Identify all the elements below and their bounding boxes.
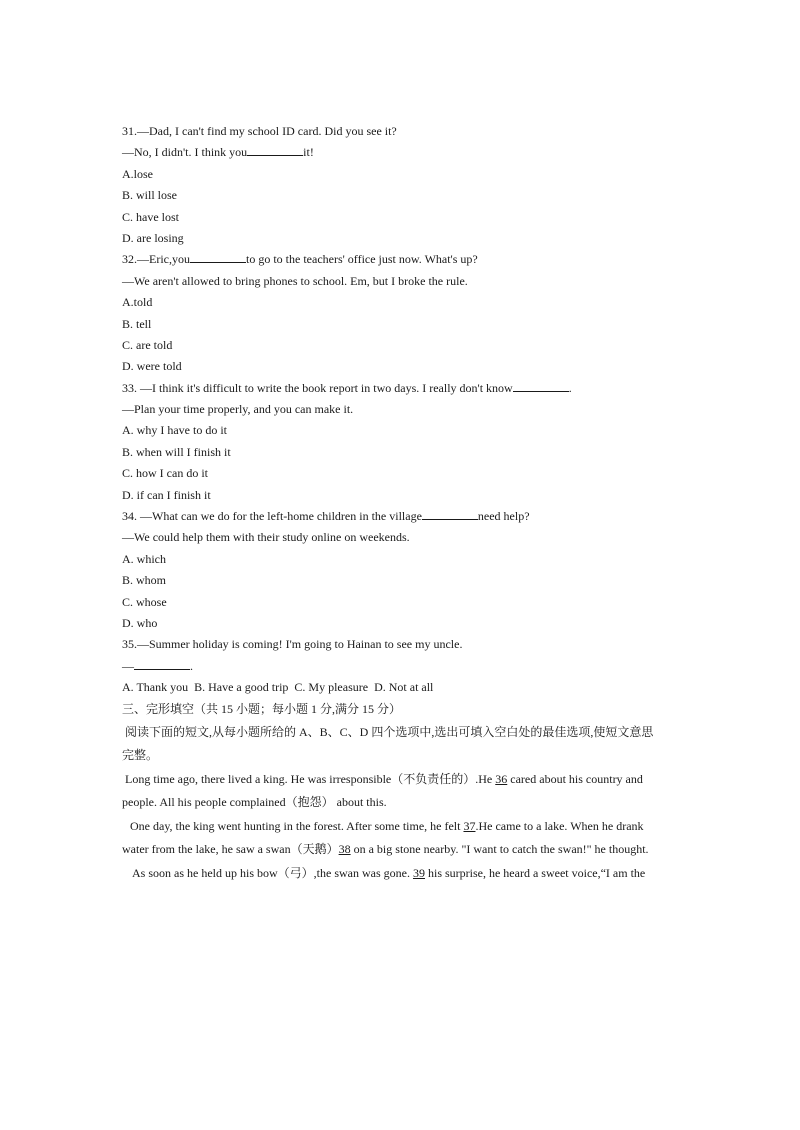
question-31-reply: [122, 142, 682, 163]
section-3-instruction-line2: 完整。: [122, 748, 159, 763]
question-33-stem-pre: 33. —I think it's difficult to write the book report in two days. I really don't know: [122, 380, 513, 395]
section-3-heading: 三、完形填空（共 15 小题；每小题 1 分,满分 15 分）: [122, 701, 402, 716]
question-35-reply: [122, 656, 682, 677]
question-31-reply-post: it!: [303, 145, 314, 160]
option-33-a: A. why I have to do it: [122, 423, 227, 438]
passage-p1-line2: people. All his people complained（抱怨） about this.: [122, 795, 387, 810]
option-34-b: B. whom: [122, 573, 167, 588]
passage-text: .He came to a lake. When he drank: [475, 818, 644, 833]
passage-text: water from the lake, he saw a swan（天鹅）: [122, 842, 339, 857]
section-3-instruction-line1: 阅读下面的短文,从每小题所给的 A、B、C、D 四个选项中,选出可填入空白处的最佳选项,使短文意思: [125, 724, 654, 739]
option-32-d: D. were told: [122, 359, 182, 374]
cloze-number-37: 37: [463, 818, 476, 833]
cloze-number-36: 36: [495, 771, 508, 786]
option-33-c: C. how I can do it: [122, 466, 208, 481]
answer-blank-32[interactable]: [190, 249, 246, 263]
question-33-stem-post: .: [568, 380, 572, 395]
question-34-stem: [122, 506, 682, 527]
question-35-stem: 35.—Summer holiday is coming! I'm going to Hainan to see my uncle.: [122, 637, 463, 652]
answer-blank-35[interactable]: [134, 656, 190, 670]
passage-text: his surprise, he heard a sweet voice,“I am the: [424, 865, 646, 880]
option-32-c: C. are told: [122, 337, 173, 352]
question-35-reply-pre: —: [122, 658, 134, 673]
question-31-stem: 31.—Dad, I can't find my school ID card. Did you see it?: [122, 124, 397, 138]
option-34-c: C. whose: [122, 594, 167, 609]
cloze-number-39: 39: [412, 865, 425, 880]
passage-p2-line2: [122, 838, 682, 862]
answer-blank-33[interactable]: [513, 378, 569, 392]
passage-text: cared about his country and: [507, 771, 643, 786]
option-32-a: A.told: [122, 295, 153, 310]
question-32-stem-pre: 32.—Eric,you: [122, 252, 190, 267]
option-32-b: B. tell: [122, 316, 152, 331]
question-35-reply-post: .: [190, 658, 193, 673]
answer-blank-31[interactable]: [247, 142, 303, 156]
option-33-d: D. if can I finish it: [122, 487, 211, 502]
option-31-a: A.lose: [122, 166, 153, 181]
answer-blank-34[interactable]: [422, 506, 478, 520]
option-33-b: B. when will I finish it: [122, 444, 231, 459]
options-35: A. Thank you B. Have a good trip C. My pleasure D. Not at all: [122, 680, 434, 695]
passage-p2-line1: [122, 815, 682, 839]
passage-text: One day, the king went hunting in the forest. After some time, he felt: [130, 818, 464, 833]
question-34-stem-post: need help?: [477, 509, 530, 524]
passage-text: As soon as he held up his bow（弓）,the swan was gone.: [132, 865, 413, 880]
question-32-stem-post: to go to the teachers' office just now. What's up?: [246, 252, 478, 267]
passage-p3-line1: [122, 862, 682, 886]
question-34-stem-pre: 34. —What can we do for the left-home children in the village: [122, 509, 422, 524]
question-32-stem: [122, 249, 682, 270]
option-31-c: C. have lost: [122, 209, 179, 224]
question-31-reply-pre: —No, I didn't. I think you: [122, 145, 248, 160]
option-34-a: A. which: [122, 551, 166, 566]
passage-p1-line1: [122, 768, 682, 792]
option-31-b: B. will lose: [122, 188, 178, 203]
passage-text: on a big stone nearby. "I want to catch the swan!" he thought.: [350, 842, 649, 857]
question-34-reply: —We could help them with their study online on weekends.: [122, 530, 410, 545]
passage-text: Long time ago, there lived a king. He was irresponsible（不负责任的）.He: [125, 771, 496, 786]
question-32-reply: —We aren't allowed to bring phones to school. Em, but I broke the rule.: [122, 273, 468, 288]
question-33-stem: [122, 378, 682, 399]
option-31-d: D. are losing: [122, 230, 184, 245]
cloze-number-38: 38: [338, 842, 351, 857]
question-33-reply: —Plan your time properly, and you can make it.: [122, 402, 354, 417]
exam-page: [122, 121, 682, 885]
option-34-d: D. who: [122, 615, 158, 630]
